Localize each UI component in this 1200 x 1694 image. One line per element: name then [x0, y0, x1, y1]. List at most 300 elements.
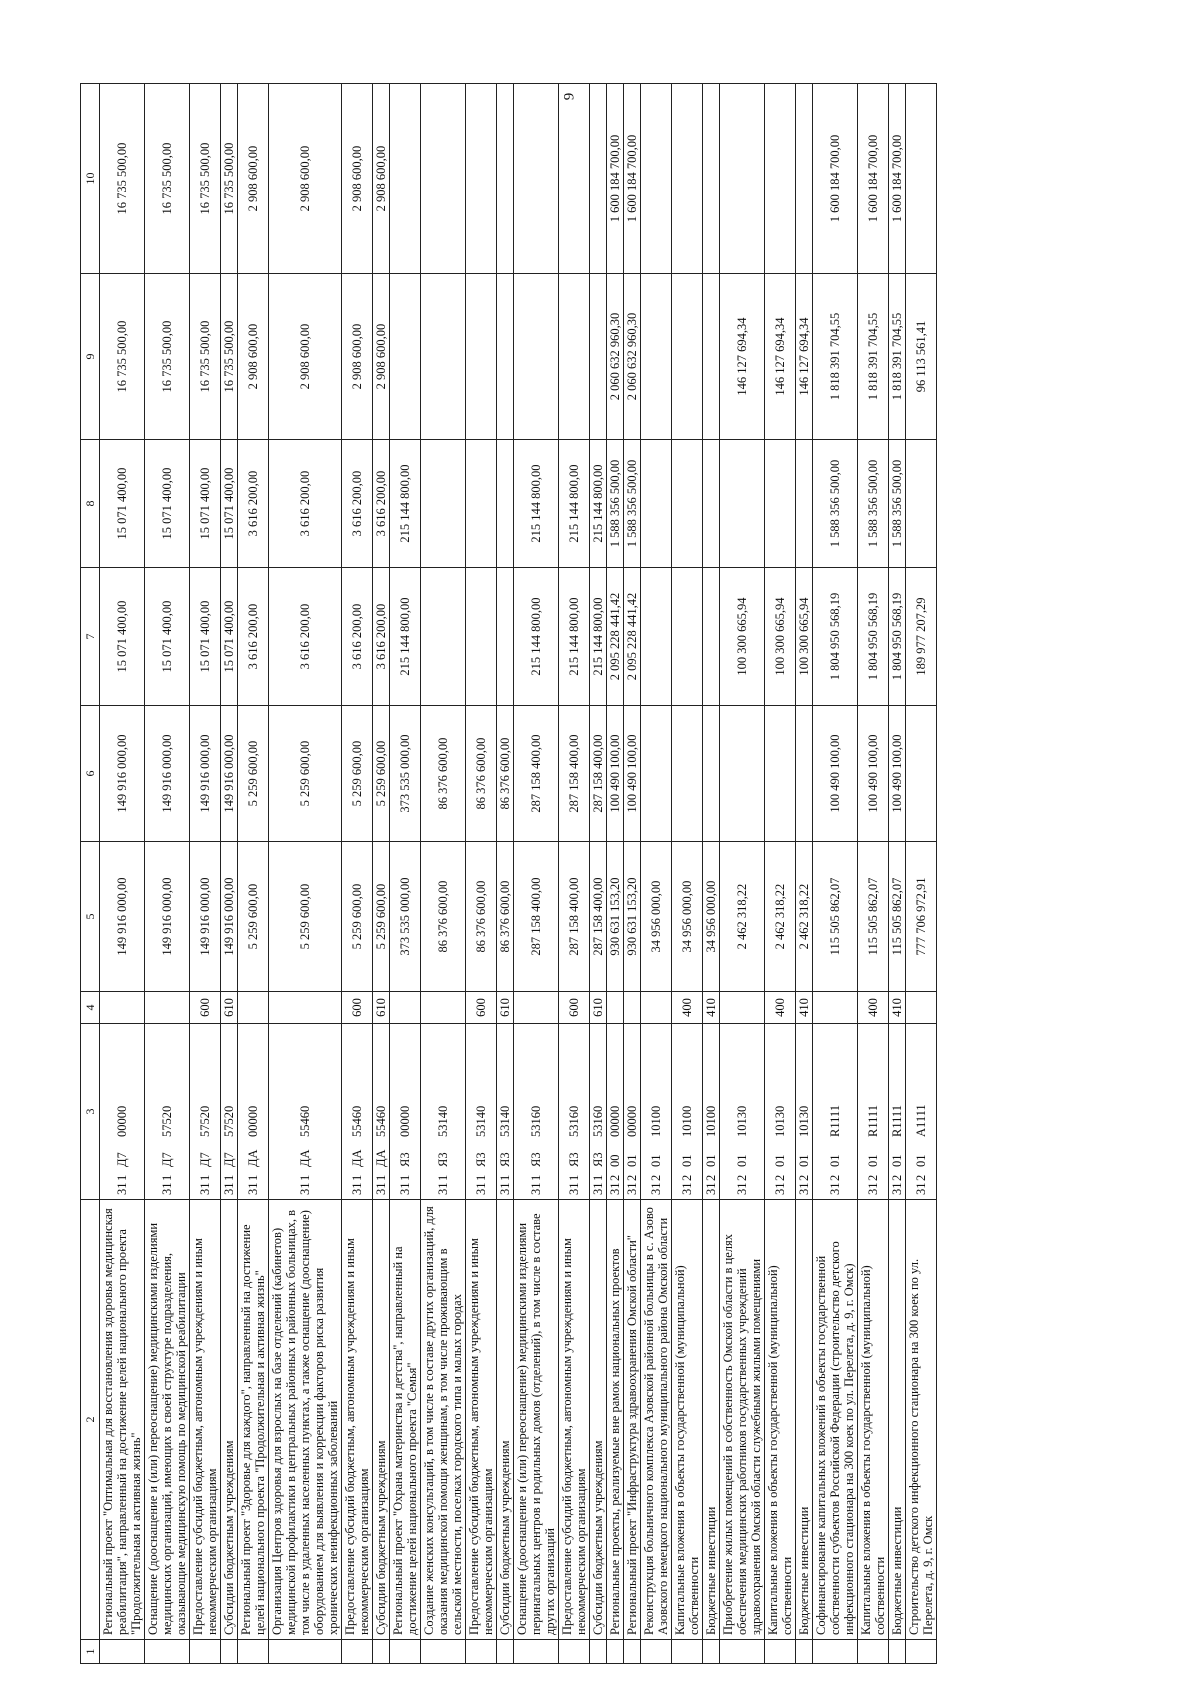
amount-v8 [906, 440, 937, 568]
row-description: Капитальные вложения в объекты государственной (муниципальной) собственности [858, 1200, 889, 1640]
code-part: 31 [890, 1182, 904, 1195]
amount-v9: 1 818 391 704,55 [858, 274, 889, 440]
code-part: 1 [115, 1174, 129, 1181]
amount-v9: 146 127 694,34 [796, 274, 813, 440]
amount-v7 [497, 568, 514, 706]
amount-v5: 5 259 600,00 [342, 842, 373, 992]
amount-v8: 3 616 200,00 [238, 440, 269, 568]
amount-v5: 2 462 318,22 [765, 842, 796, 992]
amount-v6: 5 259 600,00 [269, 706, 342, 842]
amount-v10 [497, 84, 514, 274]
amount-v5: 2 462 318,22 [720, 842, 765, 992]
code-part: 01 [649, 1154, 663, 1167]
amount-v7: 3 616 200,00 [342, 568, 373, 706]
expense-type-code: 410 [796, 992, 813, 1024]
code-part: Д7 [160, 1152, 174, 1167]
budget-code [342, 1024, 373, 1200]
code-part: 55460 [298, 1105, 312, 1137]
expense-type-code: 400 [765, 992, 796, 1024]
budget-code [100, 1024, 145, 1200]
code-part: 00000 [625, 1105, 639, 1137]
code-part: 31 [160, 1182, 174, 1195]
column-number-row [81, 84, 100, 1664]
amount-v6: 287 158 400,00 [559, 706, 590, 842]
table-row [765, 84, 796, 1664]
row-number-cell [703, 1640, 720, 1664]
amount-v10: 1 600 184 700,00 [607, 84, 624, 274]
amount-v5: 287 158 400,00 [559, 842, 590, 992]
amount-v9: 16 735 500,00 [145, 274, 190, 440]
row-description: Субсидии бюджетным учреждениям [221, 1200, 238, 1640]
code-part: 1 [398, 1174, 412, 1181]
amount-v9: 2 908 600,00 [342, 274, 373, 440]
row-number-cell [720, 1640, 765, 1664]
amount-v5: 149 916 000,00 [100, 842, 145, 992]
code-part: 2 [608, 1174, 622, 1181]
code-part: 01 [914, 1154, 928, 1167]
amount-v5: 86 376 600,00 [421, 842, 466, 992]
amount-v9: 146 127 694,34 [720, 274, 765, 440]
amount-v7: 3 616 200,00 [269, 568, 342, 706]
amount-v5: 930 631 153,20 [607, 842, 624, 992]
amount-v9: 2 060 632 960,30 [624, 274, 641, 440]
row-description: Региональные проекты, реализуемые вне рамок национальных проектов [607, 1200, 624, 1640]
amount-v6 [641, 706, 672, 842]
code-part: 53160 [529, 1105, 543, 1137]
table-row [421, 84, 466, 1664]
row-number-cell [342, 1640, 373, 1664]
amount-v7 [672, 568, 703, 706]
budget-code [421, 1024, 466, 1200]
amount-v6 [906, 706, 937, 842]
amount-v8 [497, 440, 514, 568]
amount-v9: 1 818 391 704,55 [813, 274, 858, 440]
code-part: 31 [680, 1182, 694, 1195]
code-part: 31 [591, 1182, 605, 1195]
amount-v5: 149 916 000,00 [145, 842, 190, 992]
amount-v6: 149 916 000,00 [100, 706, 145, 842]
amount-v7: 2 095 228 441,42 [624, 568, 641, 706]
amount-v7: 2 095 228 441,42 [607, 568, 624, 706]
expense-type-code: 600 [342, 992, 373, 1024]
code-part: R1111 [866, 1105, 880, 1137]
code-part: 31 [649, 1182, 663, 1195]
amount-v10 [703, 84, 720, 274]
table-row [190, 84, 221, 1664]
code-part: 10130 [735, 1105, 749, 1137]
amount-v8 [796, 440, 813, 568]
amount-v6: 5 259 600,00 [373, 706, 390, 842]
code-part: 31 [914, 1182, 928, 1195]
row-number-cell [672, 1640, 703, 1664]
code-part: Я3 [567, 1152, 581, 1167]
amount-v8: 3 616 200,00 [373, 440, 390, 568]
amount-v5: 86 376 600,00 [497, 842, 514, 992]
budget-code [813, 1024, 858, 1200]
amount-v6 [703, 706, 720, 842]
amount-v9 [497, 274, 514, 440]
table-row [373, 84, 390, 1664]
expense-type-code [421, 992, 466, 1024]
amount-v7: 189 977 207,29 [906, 568, 937, 706]
row-number-cell [221, 1640, 238, 1664]
amount-v5: 5 259 600,00 [269, 842, 342, 992]
code-part: 2 [680, 1174, 694, 1181]
row-description: Предоставление субсидий бюджетным, автономным учреждениям и иным некоммерческим организациям [342, 1200, 373, 1640]
row-number-cell [796, 1640, 813, 1664]
code-part: Я3 [436, 1152, 450, 1167]
amount-v9: 2 908 600,00 [373, 274, 390, 440]
budget-table-page [80, 84, 1120, 1664]
column-header: 3 [81, 1024, 100, 1200]
amount-v8: 1 588 356 500,00 [889, 440, 906, 568]
expense-type-code: 400 [672, 992, 703, 1024]
amount-v7: 215 144 800,00 [559, 568, 590, 706]
amount-v10 [796, 84, 813, 274]
code-part: 31 [735, 1182, 749, 1195]
code-part: 1 [567, 1174, 581, 1181]
code-part: R1111 [890, 1105, 904, 1137]
code-part: 01 [797, 1154, 811, 1167]
amount-v8: 15 071 400,00 [190, 440, 221, 568]
code-part: 01 [828, 1154, 842, 1167]
amount-v7: 15 071 400,00 [221, 568, 238, 706]
expense-type-code [100, 992, 145, 1024]
code-part: 31 [828, 1182, 842, 1195]
code-part: 31 [198, 1182, 212, 1195]
amount-v6 [720, 706, 765, 842]
amount-v5: 287 158 400,00 [590, 842, 607, 992]
amount-v7: 100 300 665,94 [796, 568, 813, 706]
budget-code [720, 1024, 765, 1200]
amount-v9 [703, 274, 720, 440]
row-description: Создание женских консультаций, в том числе в составе других организаций, для оказания медицинской помощи женщинам, в том числе проживающим в сельской местности, поселках городского типа и малых городах [421, 1200, 466, 1640]
amount-v9 [590, 274, 607, 440]
amount-v6: 100 490 100,00 [813, 706, 858, 842]
amount-v8: 15 071 400,00 [221, 440, 238, 568]
table-row [813, 84, 858, 1664]
table-row [269, 84, 342, 1664]
row-number-cell [421, 1640, 466, 1664]
row-description: Бюджетные инвестиции [703, 1200, 720, 1640]
code-part: 1 [246, 1174, 260, 1181]
table-row [858, 84, 889, 1664]
budget-code [906, 1024, 937, 1200]
row-description: Региональный проект "Оптимальная для восстановления здоровья медицинская реабилитация", направленный на достижение целей национального проекта "Продолжительная и активная жизнь" [100, 1200, 145, 1640]
code-part: 53160 [567, 1105, 581, 1137]
amount-v5: 115 505 862,07 [813, 842, 858, 992]
column-header: 7 [81, 568, 100, 706]
amount-v5: 115 505 862,07 [858, 842, 889, 992]
amount-v10: 2 908 600,00 [373, 84, 390, 274]
table-row [703, 84, 720, 1664]
row-description: Предоставление субсидий бюджетным, автономным учреждениям и иным некоммерческим организациям [190, 1200, 221, 1640]
code-part: 1 [474, 1174, 488, 1181]
amount-v10 [765, 84, 796, 274]
amount-v9 [421, 274, 466, 440]
code-part: 31 [567, 1182, 581, 1195]
code-part: 2 [649, 1174, 663, 1181]
column-header: 6 [81, 706, 100, 842]
amount-v7: 3 616 200,00 [238, 568, 269, 706]
row-number-cell [145, 1640, 190, 1664]
budget-code [889, 1024, 906, 1200]
amount-v6: 100 490 100,00 [607, 706, 624, 842]
code-part: 31 [350, 1182, 364, 1195]
code-part: 01 [680, 1154, 694, 1167]
code-part: 31 [608, 1182, 622, 1195]
code-part: 1 [222, 1174, 236, 1181]
table-row [720, 84, 765, 1664]
code-part: 31 [246, 1182, 260, 1195]
budget-code [514, 1024, 559, 1200]
amount-v8: 15 071 400,00 [100, 440, 145, 568]
column-header: 1 [81, 1640, 100, 1664]
row-number-cell [641, 1640, 672, 1664]
row-description: Бюджетные инвестиции [796, 1200, 813, 1640]
code-part: 10100 [680, 1105, 694, 1137]
expense-type-code [906, 992, 937, 1024]
code-part: 31 [529, 1182, 543, 1195]
expense-type-code: 610 [497, 992, 514, 1024]
code-part: 2 [704, 1174, 718, 1181]
amount-v5: 86 376 600,00 [466, 842, 497, 992]
amount-v9 [641, 274, 672, 440]
table-row [238, 84, 269, 1664]
amount-v10: 1 600 184 700,00 [624, 84, 641, 274]
expense-type-code: 410 [703, 992, 720, 1024]
code-part: 2 [890, 1174, 904, 1181]
row-number-cell [889, 1640, 906, 1664]
amount-v6: 287 158 400,00 [590, 706, 607, 842]
amount-v8: 1 588 356 500,00 [607, 440, 624, 568]
row-number-cell [607, 1640, 624, 1664]
table-row [497, 84, 514, 1664]
code-part: 53160 [591, 1105, 605, 1137]
budget-code [765, 1024, 796, 1200]
budget-code [559, 1024, 590, 1200]
code-part: 10130 [797, 1105, 811, 1137]
code-part: Д7 [115, 1152, 129, 1167]
budget-code [373, 1024, 390, 1200]
amount-v6 [796, 706, 813, 842]
code-part: 00000 [246, 1105, 260, 1137]
amount-v7: 3 616 200,00 [373, 568, 390, 706]
amount-v10: 1 600 184 700,00 [858, 84, 889, 274]
table-row [559, 84, 590, 1664]
code-part: 01 [866, 1154, 880, 1167]
code-part: 57520 [198, 1105, 212, 1137]
amount-v8: 215 144 800,00 [514, 440, 559, 568]
amount-v8 [672, 440, 703, 568]
code-part: 31 [398, 1182, 412, 1195]
amount-v8 [421, 440, 466, 568]
amount-v10 [906, 84, 937, 274]
amount-v8 [703, 440, 720, 568]
budget-code [607, 1024, 624, 1200]
row-number-cell [373, 1640, 390, 1664]
code-part: 57520 [222, 1105, 236, 1137]
row-number-cell [466, 1640, 497, 1664]
code-part: 00000 [608, 1105, 622, 1137]
table-row [221, 84, 238, 1664]
expense-type-code: 400 [858, 992, 889, 1024]
budget-code [624, 1024, 641, 1200]
amount-v9 [390, 274, 421, 440]
expense-type-code [269, 992, 342, 1024]
row-description: Софинансирование капитальных вложений в объекты государственной собственности субъектов Российской Федерации (строительство детского инфекционного стационара на 300 коек по ул. Перелета, д. 9, г. Омск) [813, 1200, 858, 1640]
budget-code [145, 1024, 190, 1200]
row-number-cell [497, 1640, 514, 1664]
amount-v6: 149 916 000,00 [145, 706, 190, 842]
amount-v9: 16 735 500,00 [221, 274, 238, 440]
row-description: Предоставление субсидий бюджетным, автономным учреждениям и иным некоммерческим организациям [466, 1200, 497, 1640]
amount-v6: 86 376 600,00 [497, 706, 514, 842]
code-part: 31 [704, 1182, 718, 1195]
expense-type-code [624, 992, 641, 1024]
amount-v7: 100 300 665,94 [720, 568, 765, 706]
expense-type-code: 600 [190, 992, 221, 1024]
row-description: Бюджетные инвестиции [889, 1200, 906, 1640]
amount-v7 [421, 568, 466, 706]
code-part: 1 [198, 1174, 212, 1181]
amount-v5: 34 956 000,00 [672, 842, 703, 992]
code-part: 31 [115, 1182, 129, 1195]
row-description: Оснащение (дооснащение и (или) переоснащение) медицинскими изделиями медицинских организаций, имеющих в своей структуре подразделения, оказывающие медицинскую помощь по медицинской реабилитации [145, 1200, 190, 1640]
expense-type-code [238, 992, 269, 1024]
code-part: 1 [436, 1174, 450, 1181]
amount-v10: 1 600 184 700,00 [813, 84, 858, 274]
expense-type-code [813, 992, 858, 1024]
amount-v10 [390, 84, 421, 274]
amount-v10: 2 908 600,00 [269, 84, 342, 274]
budget-table [80, 83, 937, 1664]
amount-v6: 5 259 600,00 [238, 706, 269, 842]
amount-v10 [466, 84, 497, 274]
code-part: 31 [222, 1182, 236, 1195]
amount-v7: 15 071 400,00 [100, 568, 145, 706]
code-part: 1 [160, 1174, 174, 1181]
expense-type-code [514, 992, 559, 1024]
amount-v6: 100 490 100,00 [624, 706, 641, 842]
amount-v7: 1 804 950 568,19 [813, 568, 858, 706]
amount-v5: 287 158 400,00 [514, 842, 559, 992]
row-description: Субсидии бюджетным учреждениям [497, 1200, 514, 1640]
table-row [342, 84, 373, 1664]
code-part: 31 [866, 1182, 880, 1195]
amount-v9: 16 735 500,00 [100, 274, 145, 440]
amount-v5: 373 535 000,00 [390, 842, 421, 992]
amount-v10 [514, 84, 559, 274]
code-part: ДА [298, 1149, 312, 1167]
code-part: R1111 [828, 1105, 842, 1137]
code-part: 01 [704, 1154, 718, 1167]
budget-code [858, 1024, 889, 1200]
row-description: Субсидии бюджетным учреждениям [373, 1200, 390, 1640]
code-part: 31 [474, 1182, 488, 1195]
column-header: 5 [81, 842, 100, 992]
code-part: 01 [735, 1154, 749, 1167]
amount-v7 [466, 568, 497, 706]
amount-v6: 100 490 100,00 [858, 706, 889, 842]
amount-v8 [641, 440, 672, 568]
amount-v10 [590, 84, 607, 274]
amount-v8: 1 588 356 500,00 [624, 440, 641, 568]
code-part: 10100 [649, 1105, 663, 1137]
code-part: 00000 [398, 1105, 412, 1137]
row-description: Оснащение (дооснащение и (или) переоснащение) медицинскими изделиями перинатальных центров и родильных домов (отделений), в том числе в составе других организаций [514, 1200, 559, 1640]
amount-v9: 16 735 500,00 [190, 274, 221, 440]
code-part: 2 [797, 1174, 811, 1181]
row-number-cell [624, 1640, 641, 1664]
code-part: 00000 [115, 1105, 129, 1137]
code-part: 00 [608, 1154, 622, 1167]
expense-type-code: 410 [889, 992, 906, 1024]
amount-v7: 15 071 400,00 [190, 568, 221, 706]
column-header: 9 [81, 274, 100, 440]
budget-code [641, 1024, 672, 1200]
row-number-cell [238, 1640, 269, 1664]
code-part: Я3 [474, 1152, 488, 1167]
expense-type-code: 610 [221, 992, 238, 1024]
row-description: Приобретение жилых помещений в собственность Омской области в целях обеспечения медицинских работников государственных учреждений здравоохранения Омской области служебными жилыми помещениями [720, 1200, 765, 1640]
amount-v9 [466, 274, 497, 440]
code-part: Д7 [198, 1152, 212, 1167]
code-part: 1 [298, 1174, 312, 1181]
code-part: 2 [914, 1174, 928, 1181]
amount-v8: 3 616 200,00 [342, 440, 373, 568]
budget-code [672, 1024, 703, 1200]
code-part: 31 [797, 1182, 811, 1195]
code-part: 31 [773, 1182, 787, 1195]
row-description: Субсидии бюджетным учреждениям [590, 1200, 607, 1640]
row-description: Предоставление субсидий бюджетным, автономным учреждениям и иным некоммерческим организациям [559, 1200, 590, 1640]
amount-v8: 15 071 400,00 [145, 440, 190, 568]
code-part: 01 [890, 1154, 904, 1167]
code-part: 55460 [350, 1105, 364, 1137]
amount-v10: 16 735 500,00 [145, 84, 190, 274]
row-number-cell [390, 1640, 421, 1664]
budget-code [221, 1024, 238, 1200]
amount-v9: 1 818 391 704,55 [889, 274, 906, 440]
table-row [906, 84, 937, 1664]
amount-v9: 2 060 632 960,30 [607, 274, 624, 440]
code-part: 57520 [160, 1105, 174, 1137]
code-part: 1 [529, 1174, 543, 1181]
table-row [466, 84, 497, 1664]
row-description: Региональный проект "Инфраструктура здравоохранения Омской области" [624, 1200, 641, 1640]
row-description: Региональный проект "Охрана материнства и детства", направленный на достижение целей национального проекта "Семья" [390, 1200, 421, 1640]
amount-v6: 86 376 600,00 [421, 706, 466, 842]
amount-v5: 149 916 000,00 [221, 842, 238, 992]
table-row [590, 84, 607, 1664]
amount-v7: 215 144 800,00 [390, 568, 421, 706]
code-part: 53140 [474, 1105, 488, 1137]
row-description: Реконструкция больничного комплекса Азовской районной больницы в с. Азово Азовского немецкого национального муниципального района Омской области [641, 1200, 672, 1640]
amount-v7: 1 804 950 568,19 [858, 568, 889, 706]
code-part: 53140 [498, 1105, 512, 1137]
amount-v7: 215 144 800,00 [590, 568, 607, 706]
table-row [624, 84, 641, 1664]
budget-code [796, 1024, 813, 1200]
amount-v10 [421, 84, 466, 274]
row-number-cell [813, 1640, 858, 1664]
amount-v7: 15 071 400,00 [145, 568, 190, 706]
row-number-cell [858, 1640, 889, 1664]
code-part: 53140 [436, 1105, 450, 1137]
amount-v5: 777 706 972,91 [906, 842, 937, 992]
code-part: Я3 [591, 1152, 605, 1167]
